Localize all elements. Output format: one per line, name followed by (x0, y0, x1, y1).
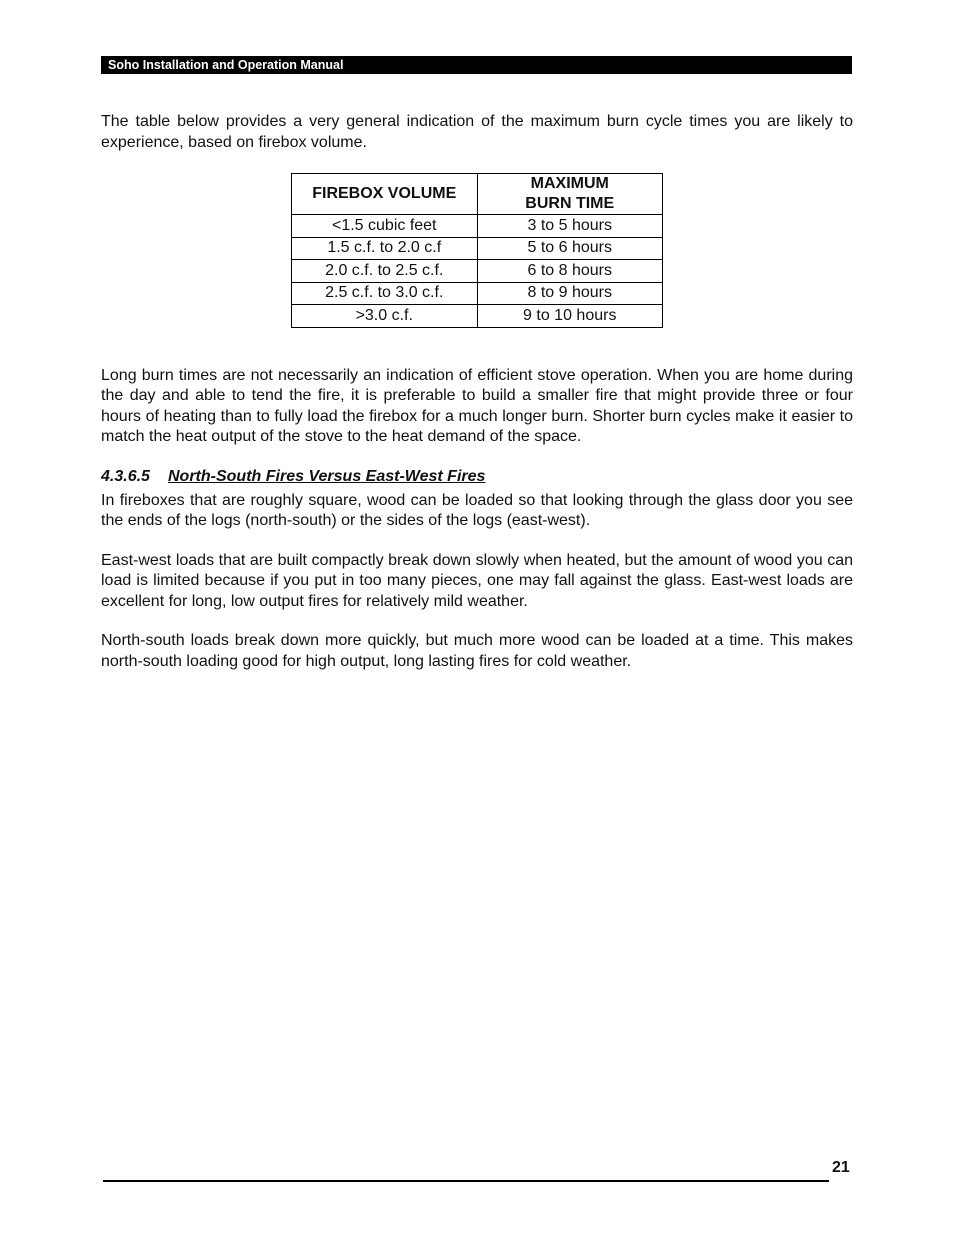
page-number: 21 (832, 1159, 850, 1176)
header-title: Soho Installation and Operation Manual (108, 58, 344, 72)
section-paragraph: East-west loads that are built compactly break down slowly when heated, but the amount of wood you can load is limited because if you put in too many pieces, one may fall against the glass. East-west loads are excellent for long, low output fires for relatively mild weather. (101, 551, 853, 610)
column-header-max-burn-time (477, 174, 663, 215)
intro-paragraph: The table below provides a very general indication of the maximum burn cycle times you are likely to experience, based on firebox volume. (101, 113, 853, 151)
table-cell-time: 3 to 5 hours (477, 215, 663, 238)
table-cell-time: 8 to 9 hours (477, 282, 663, 305)
table-cell-volume: 2.0 c.f. to 2.5 c.f. (292, 260, 478, 283)
table-cell-time: 9 to 10 hours (477, 305, 663, 328)
table-row (292, 237, 663, 260)
table-row (292, 215, 663, 238)
burn-times-paragraph: Long burn times are not necessarily an indication of efficient stove operation. When you are home during the day and able to tend the fire, it is preferable to build a smaller fire that might provide three or four hours of heating than to fully load the firebox for a much longer burn. Shorter burn cycles make it easier to match the heat output of the stove to the heat demand of the space. (101, 366, 853, 445)
column-header-line: BURN TIME (525, 195, 615, 212)
table-cell-volume: 1.5 c.f. to 2.0 c.f (292, 237, 478, 260)
table-row (292, 305, 663, 328)
section-number: 4.3.6.5 (101, 467, 150, 485)
table-cell-volume: 2.5 c.f. to 3.0 c.f. (292, 282, 478, 305)
table-cell-time: 5 to 6 hours (477, 237, 663, 260)
table-cell-volume: >3.0 c.f. (292, 305, 478, 328)
table-header-row (292, 174, 663, 215)
page-header (101, 56, 852, 74)
section-title: North-South Fires Versus East-West Fires (168, 467, 486, 485)
burn-time-table (291, 173, 663, 328)
table-cell-volume: <1.5 cubic feet (292, 215, 478, 238)
page-content (101, 112, 853, 672)
section-paragraph: North-south loads break down more quickly, but much more wood can be loaded at a time. This makes north-south loading good for high output, long lasting fires for cold weather. (101, 632, 853, 670)
section-heading (101, 467, 853, 487)
table-cell-time: 6 to 8 hours (477, 260, 663, 283)
table-row (292, 260, 663, 283)
footer-rule (103, 1160, 829, 1182)
table-row (292, 282, 663, 305)
column-header-firebox-volume: FIREBOX VOLUME (292, 174, 478, 215)
section-paragraph: In fireboxes that are roughly square, wood can be loaded so that looking through the glass door you see the ends of the logs (north-south) or the sides of the logs (east-west). (101, 491, 853, 529)
column-header-line: MAXIMUM (530, 175, 609, 192)
